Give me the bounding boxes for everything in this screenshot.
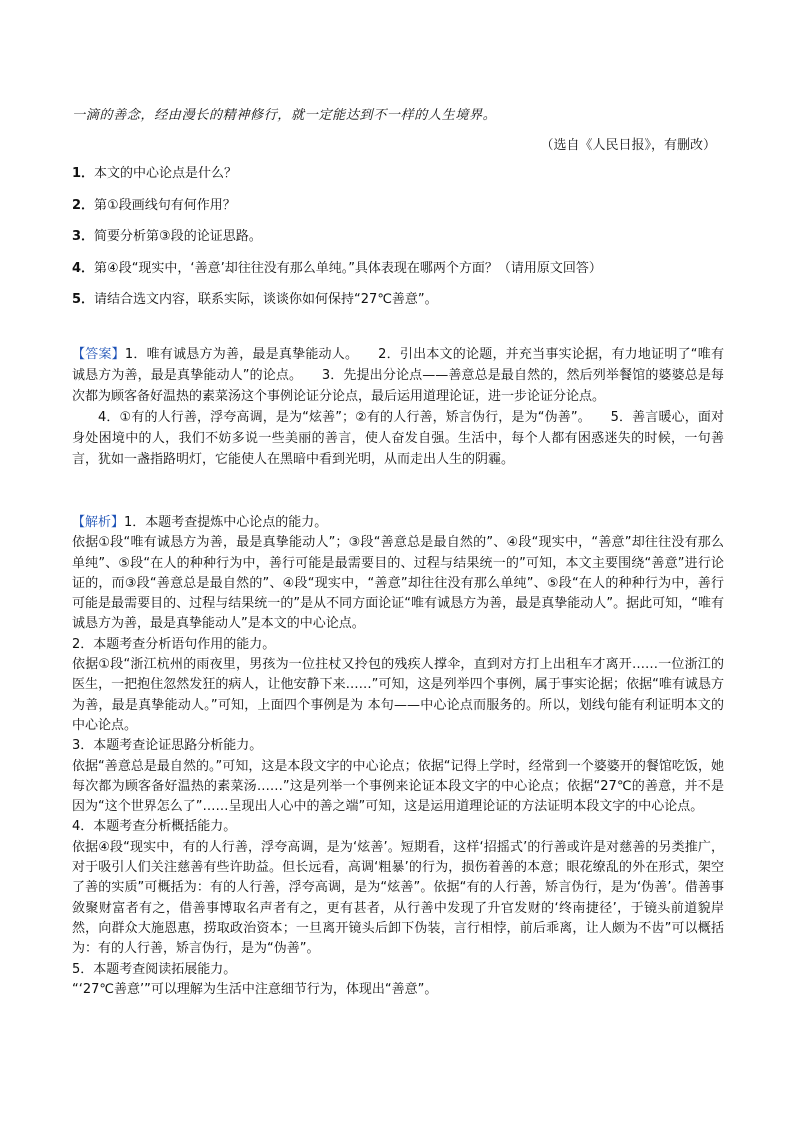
analysis-heading-2: 2．本题考查分析语句作用的能力。 xyxy=(72,636,276,652)
question-4: 4．第④段“现实中，‘善意’却往往没有那么单纯。”具体表现在哪两个方面？（请用原文回答） xyxy=(72,260,602,276)
analysis-text-1: 依据①段“唯有诚恳方为善，最是真挚能动人”；③段“善意总是最自然的”、④段“现实中，“善意”却往往没有那么单纯”、⑤段“在人的种种行为中，善行可能是最需要目的、过程与结果统一的”可知，本文主要围绕“善意”进行论证的，而③段“善意总是最自然的”、④段“现实中，“善意”却往往没有那么单纯”、⑤段“在人的种种行为中，善行可能是最需要目的、过程与结果统一的”是从不同方面论证“唯有诚恳方为善，最是真挚能动人”。据此可知，“唯有诚恳方为善，最是真挚能动人”是本文的中心论点。 xyxy=(72,535,724,632)
question-2: 2．第①段画线句有何作用？ xyxy=(72,197,236,213)
analysis-heading-3: 3．本题考查论证思路分析能力。 xyxy=(72,738,263,754)
analysis-heading-4: 4．本题考查分析概括能力。 xyxy=(72,819,237,835)
analysis-section xyxy=(72,513,724,1000)
analysis-text-3: 依据“善意总是最自然的。”可知，这是本段文字的中心论点；依据“记得上学时，经常到一个婆婆开的餐馆吃饭，她每次都为顾客备好温热的素菜汤……”这是列举一个事例来论证本段文字的中心论点；依据“27℃的善意，并不是因为“这个世界怎么了”……呈现出人心中的善之端”可知，这是运用道理论证的方法证明本段文字的中心论点。 xyxy=(72,758,724,815)
question-3: 3．简要分析第③段的论证思路。 xyxy=(72,229,262,244)
question-list xyxy=(72,162,732,320)
analysis-text-5: “‘27℃善意’”可以理解为生活中注意细节行为，体现出“善意”。 xyxy=(72,981,438,997)
source-citation: （选自《人民日报》，有删改） xyxy=(540,138,716,153)
answer-paragraph-2: 4．①有的人行善，浮夸高调，是为“炫善”；②有的人行善，矫言伪行，是为“伪善”。 5．善言暖心，面对身处困境中的人，我们不妨多说一些美丽的善言，使人奋发自强。生活中，每个人都有困惑迷失的时候，一句善言，犹如一盏指路明灯，它能使人在黑暗中看到光明，从而走出人生的阴霾。 xyxy=(72,410,724,467)
analysis-text-4: 依据④段“现实中，有的人行善，浮夸高调，是为‘炫善’。短期看，这样‘招摇式’的行善或许是对慈善的另类推广，对于吸引人们关注慈善有些许助益。但长远看，高调‘粗暴’的行为，损伤着善的本意；眼花缭乱的外在形式，架空了善的实质”可概括为：有的人行善，浮夸高调，是为“炫善”。依据“有的人行善，矫言伪行，是为‘伪善’。借善事敛聚财富者有之，借善事博取名声者有之，更有甚者，从行善中发现了升官发财的‘终南捷径’，于镜头前道貌岸然，向群众大施恩惠，捞取政治资本；一旦离开镜头后卸下伪装，言行相悖，前后乖离，让人颇为不齿”可以概括为：有的人行善，矫言伪行，是为“伪善”。 xyxy=(72,839,724,957)
analysis-text-2: 依据①段“浙江杭州的雨夜里，男孩为一位拄杖又拎包的残疾人撑伞，直到对方打上出租车才离开……一位浙江的医生，一把抱住忽然发狂的病人，让他安静下来……”可知，这是列举四个事例，属于事实论据；依据“唯有诚恳方为善，最是真挚能动人。”可知，上面四个事例是为 本句——中心论点而服务的。所以，划线句能有利证明本文的中心论点。 xyxy=(72,657,724,733)
passage-closing-line: 一滴的善念，经由漫长的精神修行，就一定能达到不一样的人生境界。 xyxy=(72,108,497,123)
answer-tag: 【答案】 xyxy=(72,347,125,362)
analysis-heading-5: 5．本题考查阅读拓展能力。 xyxy=(72,961,237,977)
answer-paragraph-1: 【答案】1．唯有诚恳方为善，最是真挚能动人。 2．引出本文的论题，并充当事实论据，有力地证明了“唯有诚恳方为善，最是真挚能动人”的论点。 3．先提出分论点——善意总是最自然的，然后列举餐馆的婆婆总是每次都为顾客备好温热的素菜汤这个事例论证分论点，最后运用道理论证，进一步论证分论点。 xyxy=(72,347,724,404)
analysis-heading-1: 【解析】1．本题考查提炼中心论点的能力。 xyxy=(72,515,328,530)
question-5: 5．请结合选文内容，联系实际，谈谈你如何保持“27℃善意”。 xyxy=(72,292,438,307)
question-1: 1．本文的中心论点是什么？ xyxy=(72,166,238,181)
analysis-tag: 【解析】 xyxy=(72,515,125,530)
answer-section xyxy=(72,344,724,470)
